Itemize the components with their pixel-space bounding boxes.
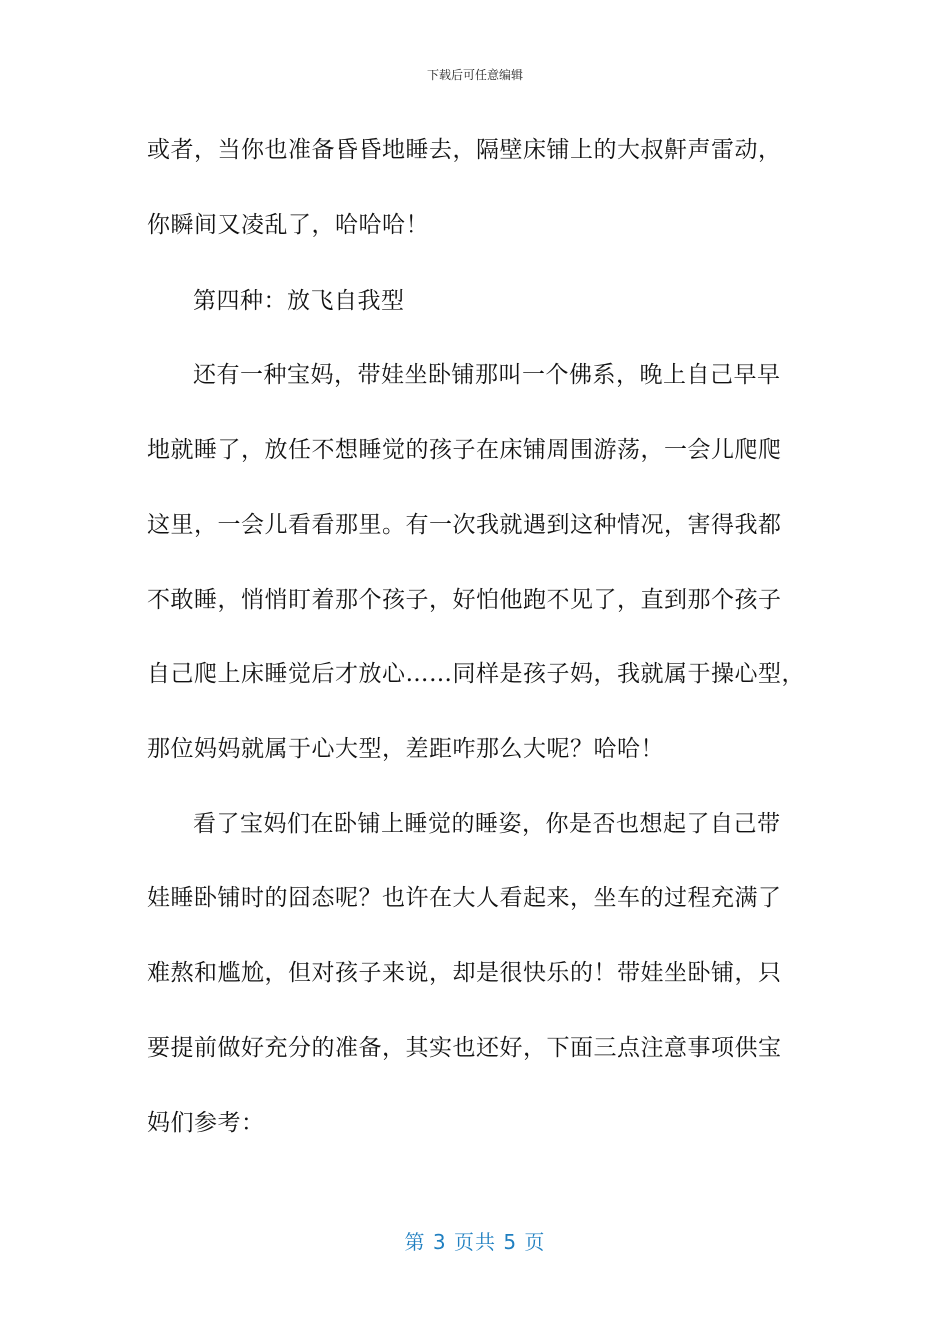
text-line: 难熬和尴尬，但对孩子来说，却是很快乐的！带娃坐卧铺，只: [147, 960, 782, 986]
page-number: 第 3 页共 5 页: [404, 1230, 546, 1254]
text-line: 看了宝妈们在卧铺上睡觉的睡姿，你是否也想起了自己带: [193, 811, 781, 837]
section-heading: 第四种：放飞自我型: [193, 288, 405, 314]
text-line: 自己爬上床睡觉后才放心……同样是孩子妈，我就属于操心型，: [147, 661, 805, 687]
header-note: 下载后可任意编辑: [426, 68, 523, 82]
text-line: 地就睡了，放任不想睡觉的孩子在床铺周围游荡，一会儿爬爬: [147, 437, 782, 463]
text-line: 妈们参考：: [147, 1110, 265, 1136]
text-line: 你瞬间又凌乱了，哈哈哈！: [147, 212, 429, 238]
text-line: 还有一种宝妈，带娃坐卧铺那叫一个佛系，晚上自己早早: [193, 362, 781, 388]
text-line: 不敢睡，悄悄盯着那个孩子，好怕他跑不见了，直到那个孩子: [147, 587, 782, 613]
text-line: 要提前做好充分的准备，其实也还好，下面三点注意事项供宝: [147, 1035, 782, 1061]
text-line: 或者，当你也准备昏昏地睡去，隔壁床铺上的大叔鼾声雷动，: [147, 137, 782, 163]
text-line: 娃睡卧铺时的囧态呢？也许在大人看起来，坐车的过程充满了: [147, 885, 782, 911]
text-line: 这里，一会儿看看那里。有一次我就遇到这种情况，害得我都: [147, 512, 782, 538]
text-line: 那位妈妈就属于心大型，差距咋那么大呢？哈哈！: [147, 736, 664, 762]
